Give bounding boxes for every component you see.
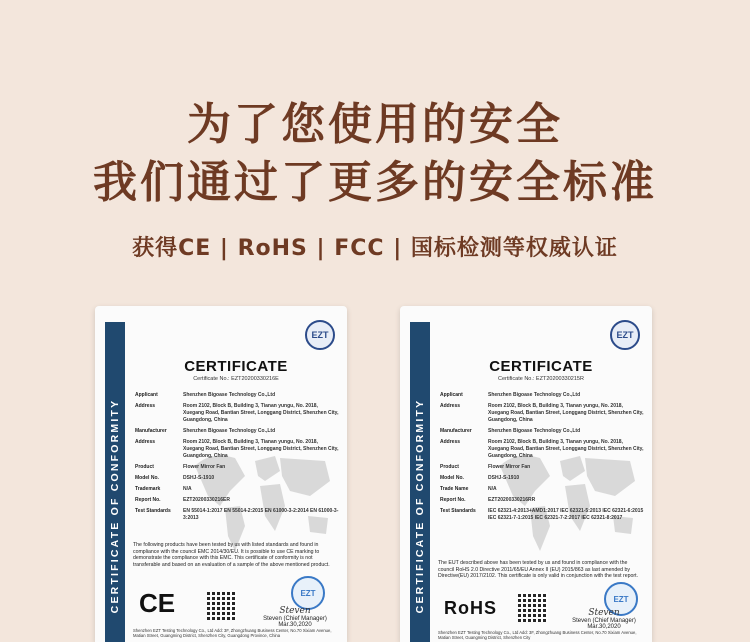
ezt-stamp-icon: EZT (604, 582, 638, 616)
ezt-seal-icon: EZT (610, 320, 640, 350)
certificate-footer: Shenzhen EZT Testing Technology Co., Ltd Add: 3F, Zhongzhuang Business Center, No.70 Xixiam Avenue, Matian Street, Guangming District, Shenzhen City, Guangdong Province, China (133, 628, 332, 638)
certificate-title: CERTIFICATE (489, 358, 593, 375)
signature-block: Steven Steven (Chief Manager) Mar.30,2020 (255, 606, 335, 628)
band-text: CERTIFICATE OF CONFORMITY (109, 398, 121, 614)
sign-date: Mar.30,2020 (587, 624, 621, 630)
certificate-statement: The following products have been tested by us with listed standards and found in compliance with the council EMC 2014/30/EU. It is possible to use CE marking to demonstrate the compliance with this EMC. This certificate of conformity is not transferable and based on an evaluation of a sample of the above mentioned product. (133, 542, 330, 568)
subtitle: 获得CE | RoHS | FCC | 国标检测等权威认证 (132, 236, 618, 261)
signer-name: Steven (Chief Manager) (263, 616, 327, 622)
qr-code-icon (518, 592, 548, 622)
headline-line-1: 为了您使用的安全 (187, 99, 563, 150)
certificate-fields: Applicant Shenzhen Bigoase Technology Co.,Ltd Address Room 2102, Block B, Building 3, Tianan yungu, No. 2018, Xuegang Road, Bantian Street, Longgang District, Shenzhen City, Guangdong, China Manufacturer Shenzhen Bigoase Technology Co.,Ltd Address Room 2102, Block B, Building 3, Tianan yungu, No. 2018, Xuegang Road, Bantian Street, Longgang District, Shenzhen City, Guangdong, China Product Flower Mirror Fan Model No. DSHJ-S-1910 Trademark N/A Report No. EZT20200330216ER Test Standards EN 55014-1:2017 EN 55014-2:2015 EN 61000-3-2:2014 EN 61000-3-3:2013 (135, 392, 339, 521)
certificate-number: Certificate No.: EZT20200330216E (193, 376, 279, 382)
qr-code-icon (207, 590, 237, 620)
certificate-title: CERTIFICATE (184, 358, 288, 375)
signer-name: Steven (Chief Manager) (572, 618, 636, 624)
band-text: CERTIFICATE OF CONFORMITY (414, 398, 426, 614)
ce-certificate (95, 306, 347, 642)
certificate-statement: The EUT described above has been tested by us and found in compliance with the council RoHS 2.0 Directive 2011/65/EU Annex II (EU) 2015/863 as last amended by Directive(EU) 2017/2102. This certificate is only valid in conjunction with the test report. (438, 560, 639, 580)
rohs-logo: RoHS (444, 598, 497, 618)
rohs-certificate (400, 306, 652, 642)
signature-block: Steven Steven (Chief Manager) Mar.30,2020 (564, 608, 644, 630)
ezt-stamp-icon: EZT (291, 576, 325, 610)
certificate-footer: Shenzhen EZT Testing Technology Co., Ltd Add: 3F, Zhongzhuang Business Center, No.70 Xixiam Avenue, Matian Street, Guangming District, Shenzhen City (438, 630, 637, 640)
ezt-seal-icon: EZT (305, 320, 335, 350)
certificate-number: Certificate No.: EZT20200330215R (498, 376, 584, 382)
sign-date: Mar.30,2020 (278, 622, 312, 628)
headline-line-2: 我们通过了更多的安全标准 (93, 157, 657, 208)
ce-logo: CE (139, 588, 176, 618)
certificate-fields: Applicant Shenzhen Bigoase Technology Co.,Ltd Address Room 2102, Block B, Building 3, Tianan yungu, No. 2018, Xuegang Road, Bantian Street, Longgang District, Shenzhen City, Guangdong, China Manufacturer Shenzhen Bigoase Technology Co.,Ltd Address Room 2102, Block B, Building 3, Tianan yungu, No. 2018, Xuegang Road, Bantian Street, Longgang District, Shenzhen City, Guangdong, China Product Flower Mirror Fan Model No. DSHJ-S-1910 Trade Name N/A Report No. EZT20200330216RR Test Standards IEC 62321-4:2013+AMD1:2017 IEC 62321-5:2013 IEC 62321-6:2015 IEC 62321-7-1:2015 IEC 62321-7-2:2017 IEC 62321-8:2017 (440, 392, 644, 521)
